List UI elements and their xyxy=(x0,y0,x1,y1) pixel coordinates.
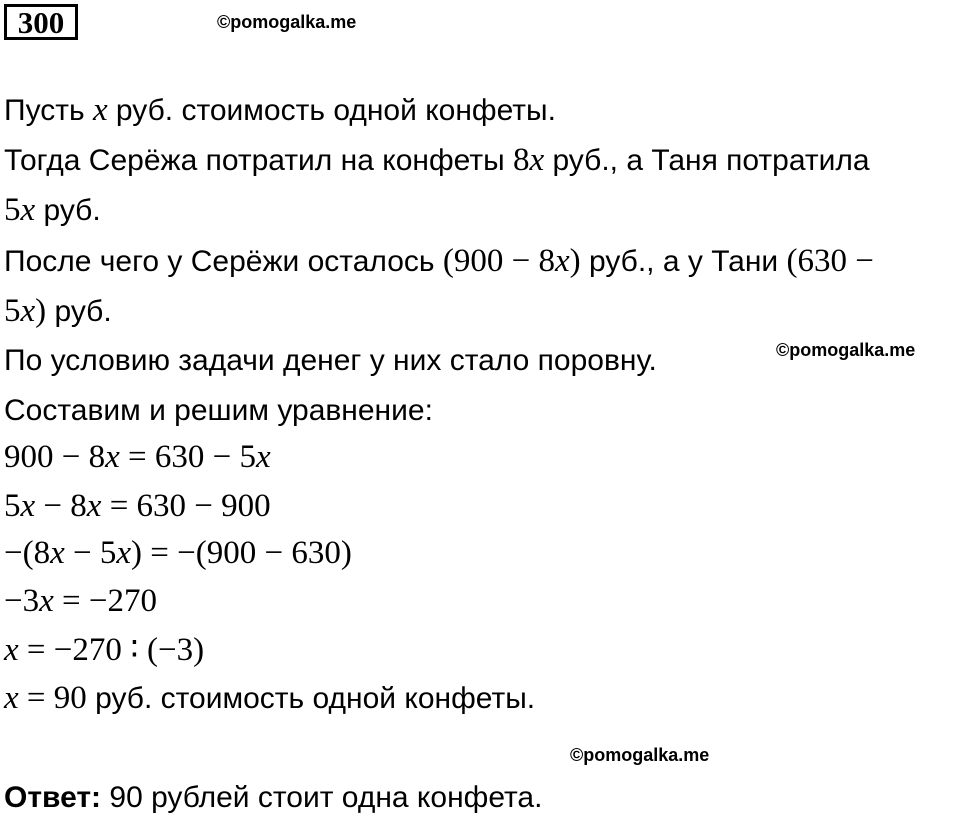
watermark-bottom: ©pomogalka.me xyxy=(570,745,710,765)
text-segment: руб. стоимость одной конфеты. xyxy=(107,94,556,127)
math-expression: −(8 xyxy=(4,535,51,571)
text-segment: руб. xyxy=(46,295,112,328)
math-expression: = 630 − 900 xyxy=(101,488,271,524)
math-variable: x xyxy=(20,293,36,329)
math-variable: x xyxy=(4,680,19,716)
math-variable: x xyxy=(39,583,54,619)
math-variable: x xyxy=(4,632,19,668)
text-segment: Тогда Серёжа потратил на конфеты xyxy=(4,144,513,177)
math-expression: − 5 xyxy=(64,535,117,571)
text-segment: руб., а у Тани xyxy=(580,245,787,278)
math-expression: = −270 xyxy=(53,583,158,619)
text-segment: Пусть xyxy=(4,94,93,127)
math-variable: x xyxy=(20,488,36,524)
text-line-7 xyxy=(4,393,433,429)
math-expression: − 8 xyxy=(35,488,87,524)
math-expression: −3 xyxy=(4,583,40,619)
problem-number: 300 xyxy=(4,4,78,40)
math-variable: x xyxy=(554,243,570,279)
math-variable: x xyxy=(256,439,271,475)
math-expression: 5 xyxy=(4,488,21,524)
math-variable: x xyxy=(86,488,102,524)
text-segment: По условию задачи денег у них стало поровну. xyxy=(4,344,657,377)
answer-label: Ответ: xyxy=(4,781,102,814)
text-line-1 xyxy=(4,92,556,129)
math-expression: ) xyxy=(35,293,47,329)
equation-1 xyxy=(4,439,271,475)
math-variable: x xyxy=(529,142,545,178)
equation-6 xyxy=(4,680,535,717)
text-segment: руб., а Таня потратила xyxy=(544,144,870,177)
math-expression: 900 − 8 xyxy=(4,439,106,475)
text-line-2 xyxy=(4,142,870,179)
answer-line xyxy=(4,780,542,816)
math-variable: x xyxy=(105,439,120,475)
text-segment: Составим и решим уравнение: xyxy=(4,394,433,427)
text-line-5 xyxy=(4,293,112,330)
text-segment: руб. стоимость одной конфеты. xyxy=(86,682,536,715)
math-expression: (630 − xyxy=(786,243,874,279)
text-segment: руб. xyxy=(35,194,101,227)
text-segment: После чего у Серёжи осталось xyxy=(4,245,443,278)
math-expression: = 630 − 5 xyxy=(119,439,257,475)
math-expression: (900 − 8 xyxy=(442,243,555,279)
equation-3 xyxy=(4,535,352,571)
text-line-6 xyxy=(4,343,657,379)
equation-5 xyxy=(4,632,204,668)
text-line-4 xyxy=(4,243,874,280)
math-variable: x xyxy=(20,192,36,228)
math-variable: x xyxy=(50,535,65,571)
watermark-top: ©pomogalka.me xyxy=(217,12,357,32)
math-number: 5 xyxy=(4,192,21,228)
answer-text: 90 рублей стоит одна конфета. xyxy=(101,781,543,814)
math-expression: = −270 ∶ (−3) xyxy=(18,632,205,668)
math-expression: = 90 xyxy=(18,680,87,716)
watermark-middle: ©pomogalka.me xyxy=(776,340,916,360)
math-expression: ) = −(900 − 630) xyxy=(131,535,352,571)
math-variable: x xyxy=(92,92,108,128)
math-number: 5 xyxy=(4,293,21,329)
text-line-3 xyxy=(4,192,101,229)
math-number: 8 xyxy=(512,142,530,178)
math-variable: x xyxy=(116,535,132,571)
equation-2 xyxy=(4,488,271,524)
equation-4 xyxy=(4,583,157,619)
math-expression: ) xyxy=(569,243,581,279)
